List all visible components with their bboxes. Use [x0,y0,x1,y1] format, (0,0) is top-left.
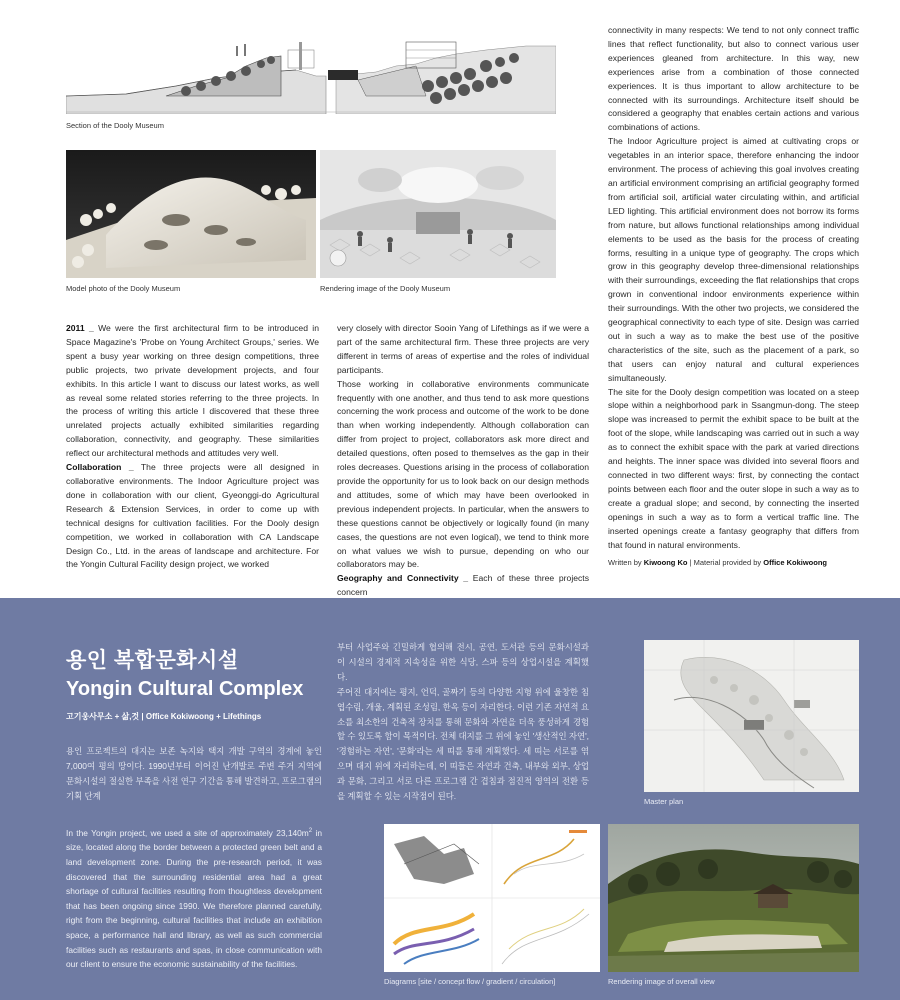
paragraph [337,378,589,573]
rendering-caption: Rendering image of the Dooly Museum [320,284,451,293]
byline [608,558,827,567]
paragraph [337,572,589,600]
byline-material-label: Material provided by [693,558,762,567]
paragraph: 주어진 대지에는 평지, 언덕, 골짜기 등의 다양한 지형 위에 울창한 침엽수림, 개울, 계획된 조성림, 한옥 등이 자리한다. 이런 기존 자연적 요소를 최소한의 건축적 장치를 통해 문화와 자연을 더욱 풍성하게 경험할 수 있도록 함이 목적이다. 전체 대지를 그 위에 놓인 '생산적인 자연', '경험하는 자연', '문화'라는 세 띠를 통해 계획했다. 세 띠는 서로를 엮으며 대지 위에 자리하는데, 이 띠들은 자연과 건축, 내부와 외부, 상업과 문화, 그리고 서로 다른 프로그램 간 겹침과 점진적 영역의 전환 등을 계획할 수 있는 시작점이 된다. [337,686,589,802]
english-body-text-a: In the Yongin project, we used a site of approximately 23,140m [66,827,309,838]
diagrams-caption: Diagrams [site / concept flow / gradient / circulation] [384,977,556,986]
paragraph-lead: Geography and Connectivity _ [337,573,469,584]
paragraph-text: Those working in collaborative environments communicate frequently with one another, and thus tend to ask more questions concerning the work process and outcome of the work to be done than when working independently. Although collaboration can differ from project to project, collaborators ask more direct and detailed questions, often posed to themselves as the gap in their roles decreases. Questions arising in the process of collaboration provide the opportunity for us to look back on our design methods and attitudes, some of which may have been overlooked in previous independent projects. In particular, when the answers to these questions cannot be objectively or logically found (in many cases, the questions are not even logical), we tend to think more on what values we wish to pursue, depending on who our collaborators may be. [337,378,589,570]
paragraph-text: very closely with director Sooin Yang of Lifethings as if we were a part of the same architectural firm. These three projects are very different in terms of areas of expertise and the roles of individual participants. [337,323,589,375]
paragraph [66,461,319,572]
paragraph [608,135,859,385]
diagrams-image [384,824,600,972]
section-caption: Section of the Dooly Museum [66,121,164,130]
overall-caption: Rendering image of overall view [608,977,715,986]
model-photo [66,150,316,278]
superscript: 2 [308,828,313,834]
paragraph-lead: Collaboration _ [66,462,134,473]
paragraph-text: The site for the Dooly design competition was located on a steep slope within a neighborhood park in Ssangmun-dong. The steep slope was increased to permit the exhibit space to be built at the foot of the slope, while landscaping was carried out in such a way as to connect the exhibit space with the park at varied directions and heights. The inner space was divided into several floors and connected in two different ways: first, by connecting the contact points between each floor and the outer slope in such a way as to create a gradual slope; and second, by connecting the inserted openings in such a way as to form a vertical traffic line. The inserted openings create a fantasy geography that differs from that found in natural environments. [608,386,859,550]
byline-office: Office Kokiwoong [763,558,827,567]
feature-english-title: Yongin Cultural Complex [66,678,304,700]
dooly-section-drawing [66,36,556,114]
paragraph [608,24,859,135]
paragraph [66,322,319,461]
paragraph-text: connectivity in many respects: We tend to not only connect traffic lines that reflect functionality, but also to connect various user experiences gleaned from architecture. In this way, new experiences arise from a combination of those connected experiences. It is thus important to allow architecture to be connected with its surroundings. Architecture itself should be considered a geography that enables certain actions and various combinations of actions. [608,25,859,133]
byline-written-label: Written by [608,558,642,567]
article-column-1 [66,322,319,572]
article-column-2 [337,322,589,600]
paragraph-lead: 2011 _ [66,323,94,333]
english-body [66,824,322,972]
paragraph [608,386,859,553]
english-body-text-b: in size, located along the border between a protected green belt and a land development zone. During the pre-research period, it was discovered that the surrounding residential area had a great shortage of cultural facilities resulting from thoughtless development that has been ongoing since 1990. We therefore planned carefully, right from the beginning, cultural facilities that include an exhibition space, a performance hall and library, as well as such commercial facilities such as restaurants and spas, in close communication with our client to ensure the economic sustainability of the facilities. [66,827,322,970]
paragraph [337,322,589,378]
dooly-rendering-photo [320,150,556,278]
byline-author: Kiwoong Ko [643,558,688,567]
master-plan-caption: Master plan [644,797,684,806]
byline-separator: | [689,558,692,567]
feature-credit: 고기웅사무소 + 삶,것 | Office Kokiwoong + Lifethings [66,712,262,721]
overall-rendering-image [608,824,859,972]
article-column-3 [608,24,859,552]
paragraph-text: The three projects were all designed in collaborative environments. The Indoor Agriculture project was done in collaboration with our client, Gyeonggi-do Agricultural Research & Extension Services, in order to come up with technical designs for cultivation facilities. For the Dooly design competition, we worked in collaboration with CA Landscape Design Co., Ltd. in the areas of landscape and architecture. For the Yongin Cultural Facility design project, we worked [66,462,319,570]
korean-body-2 [337,640,589,804]
master-plan-image [644,640,859,792]
paragraph: 부터 사업주와 긴밀하게 협의해 전시, 공연, 도서관 등의 문화시설과 이 시설의 경제적 지속성을 위한 식당, 스파 등의 상업시설을 계획했다. [337,642,589,682]
paragraph-text: The Indoor Agriculture project is aimed at cultivating crops or vegetables in an interior space, therefore enhancing the indoor environment. The process of achieving this goal involves creating an artificial environment comprising an artificial geography formed from artificial soil, artificial water circulating within, and artificial LED lighting. This artificial environment does not borrow its forms from nature, but allows functional relationships among individual elements to be used as the basis for the process of creating forms, resulting in a unique type of geography. The crops which grow in this geography develop three-dimensional relationships with their surroundings, exceeding the flat relationships that crops grown in conventional indoor environments experience within their surroundings. With the other two projects, we considered the geographical connectivity to each type of site. Design was carried out in such a way as to make the best use of the positive characteristics of the site, such as the placement of a park, so that users can enjoy natural and cultural experiences simultaneously. [608,136,859,383]
model-caption: Model photo of the Dooly Museum [66,284,181,293]
feature-korean-title: 용인 복합문화시설 [66,649,239,672]
korean-body-1: 용인 프로젝트의 대지는 보존 녹지와 택지 개발 구역의 경계에 놓인 7,000여 평의 땅이다. 1990년부터 이어진 난개발로 주변 주거 지역에 문화시설의 절실한 부족을 사전 연구 기간을 통해 발견하고, 프로그램의 기획 단계 [66,746,322,801]
paragraph-text: Each of these three projects concern [337,573,589,598]
paragraph-text: We were the first architectural firm to be introduced in Space Magazine's 'Probe on Young Architect Groups,' series. We spent a busy year working on three design competitions, three public projects, two private development projects, and four exhibits. In this article I want to discuss our latest works, as well as reveal some related stories referring to the three projects. In the process of writing this article I discovered that these three unrelated projects actually exhibited similarities regarding collaboration, connectivity, and geography. These similarities reflect our architectural methods and attitudes very well. [66,323,319,459]
